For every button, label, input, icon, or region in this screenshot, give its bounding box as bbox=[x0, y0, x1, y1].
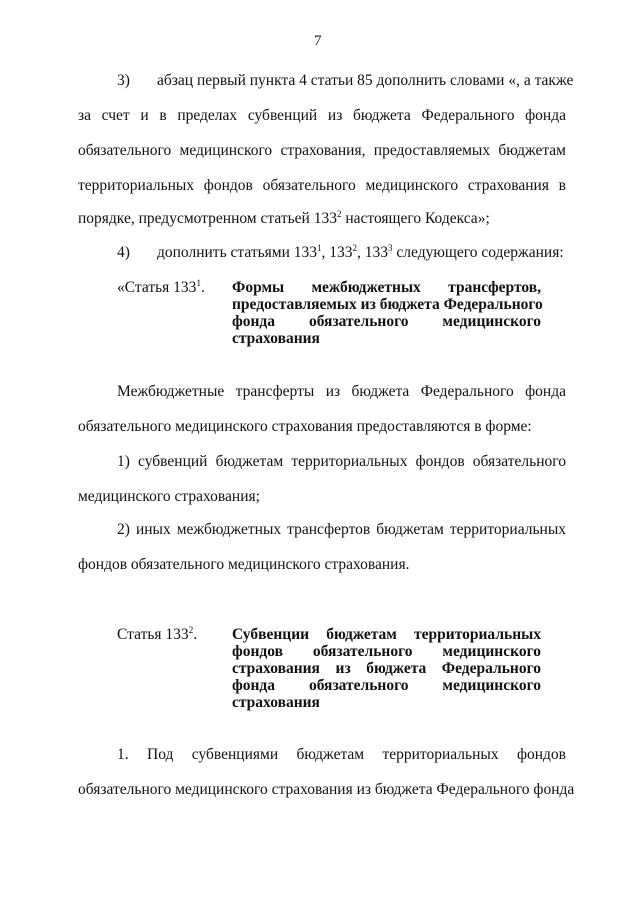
item-3-first-line: абзац первый пункта 4 статьи 85 дополнить словами «, а также bbox=[157, 72, 574, 89]
article-1332-title-line-3: страхования из бюджета Федерального bbox=[232, 660, 541, 677]
item-3-line-5-sup: 2 bbox=[336, 209, 342, 219]
item-3-line-4: территориальных фондов обязательного медицинского страхования в bbox=[78, 177, 566, 194]
item-3-line-5-end: настоящего Кодекса»; bbox=[341, 210, 490, 227]
item-3-line-5 bbox=[78, 210, 566, 228]
article-1331-title-line-4: страхования bbox=[232, 330, 320, 347]
item-4-sup-3: 3 bbox=[388, 243, 393, 253]
article-1332-title-line-2: фондов обязательного медицинского bbox=[232, 643, 541, 660]
article-1332-title-line-1: Субвенции бюджетам территориальных bbox=[232, 626, 541, 643]
article-1332-body-line-1: 1. Под субвенциями бюджетам территориальных фондов bbox=[117, 746, 566, 763]
article-1332-title-line-4: фонда обязательного медицинского bbox=[232, 677, 541, 694]
article-1331-label-sup: 1 bbox=[196, 278, 201, 288]
article-1332-body-line-2: обязательного медицинского страхования из бюджета Федерального фонда bbox=[78, 781, 575, 798]
article-1331-label-dot: . bbox=[200, 279, 205, 296]
item-3-line-3: обязательного медицинского страхования, предоставляемых бюджетам bbox=[78, 142, 566, 159]
article-1331-body-line-4: медицинского страхования; bbox=[78, 488, 260, 505]
article-1332-label-text: Статья 133 bbox=[117, 626, 189, 643]
item-4-sup-2: 2 bbox=[352, 243, 358, 253]
item-4-sep-1: , 133 bbox=[321, 244, 353, 261]
article-1331-body-line-3: 1) субвенций бюджетам территориальных фондов обязательного bbox=[117, 453, 566, 470]
item-4-text bbox=[157, 244, 564, 262]
item-3-line-2: за счет и в пределах субвенций из бюджета Федерального фонда bbox=[78, 107, 566, 124]
article-1331-title-line-1: Формы межбюджетных трансфертов, bbox=[232, 279, 541, 296]
article-1331-label-text: «Статья 133 bbox=[117, 279, 197, 296]
article-1332-label-dot: . bbox=[193, 626, 198, 643]
article-1331-label bbox=[117, 279, 205, 297]
article-1331-title-line-3: фонда обязательного медицинского bbox=[232, 313, 541, 330]
article-1331-body-line-2: обязательного медицинского страхования предоставляются в форме: bbox=[78, 418, 532, 435]
item-4-text-start: дополнить статьями 133 bbox=[157, 244, 318, 261]
article-1331-body-line-6: фондов обязательного медицинского страхования. bbox=[78, 556, 410, 573]
article-1331-title-line-2: предоставляемых из бюджета Федерального bbox=[232, 296, 543, 313]
article-1331-body-line-1: Межбюджетные трансферты из бюджета Федерального фонда bbox=[117, 383, 566, 400]
item-4-marker: 4) bbox=[117, 244, 130, 261]
page-number: 7 bbox=[314, 33, 322, 49]
article-1332-label-sup: 2 bbox=[188, 625, 194, 635]
item-3-line-5-text: порядке, предусмотренном статьей 133 bbox=[78, 210, 337, 227]
article-1332-label bbox=[117, 626, 197, 644]
item-3-marker: 3) bbox=[117, 72, 130, 89]
article-1331-body-line-5: 2) иных межбюджетных трансфертов бюджетам территориальных bbox=[117, 521, 566, 538]
article-1332-title-line-5: страхования bbox=[232, 694, 320, 711]
item-4-sup-1: 1 bbox=[317, 243, 322, 253]
item-4-text-end: следующего содержания: bbox=[392, 244, 564, 261]
item-4-sep-2: , 133 bbox=[357, 244, 389, 261]
